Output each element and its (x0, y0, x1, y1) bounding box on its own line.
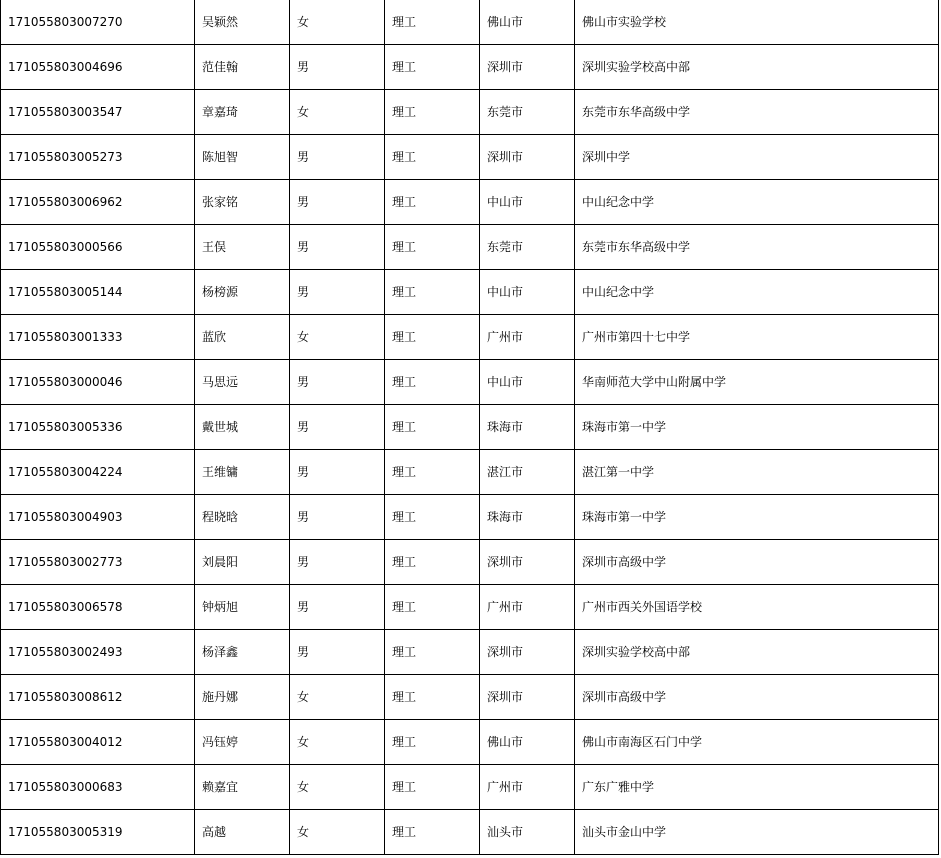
cell-school: 华南师范大学中山附属中学 (575, 360, 939, 405)
table-row (1, 315, 939, 360)
cell-subject-track: 理工 (385, 495, 480, 540)
cell-gender: 男 (290, 630, 385, 675)
cell-exam-number: 171055803003547 (1, 90, 195, 135)
cell-school: 广州市第四十七中学 (575, 315, 939, 360)
cell-city: 佛山市 (480, 0, 575, 45)
cell-subject-track: 理工 (385, 810, 480, 855)
cell-gender: 女 (290, 315, 385, 360)
table-row (1, 0, 939, 45)
cell-subject-track: 理工 (385, 315, 480, 360)
table-row (1, 495, 939, 540)
cell-school: 深圳实验学校高中部 (575, 45, 939, 90)
cell-city: 佛山市 (480, 720, 575, 765)
cell-school: 东莞市东华高级中学 (575, 225, 939, 270)
cell-gender: 男 (290, 45, 385, 90)
roster-table-body (1, 0, 939, 855)
cell-gender: 男 (290, 585, 385, 630)
cell-city: 深圳市 (480, 135, 575, 180)
cell-exam-number: 171055803001333 (1, 315, 195, 360)
cell-school: 佛山市南海区石门中学 (575, 720, 939, 765)
cell-student-name: 高越 (195, 810, 290, 855)
cell-exam-number: 171055803004696 (1, 45, 195, 90)
table-row (1, 630, 939, 675)
cell-city: 湛江市 (480, 450, 575, 495)
cell-city: 珠海市 (480, 495, 575, 540)
cell-subject-track: 理工 (385, 675, 480, 720)
cell-school: 中山纪念中学 (575, 270, 939, 315)
cell-gender: 女 (290, 675, 385, 720)
cell-school: 东莞市东华高级中学 (575, 90, 939, 135)
cell-gender: 女 (290, 90, 385, 135)
cell-subject-track: 理工 (385, 360, 480, 405)
cell-student-name: 刘晨阳 (195, 540, 290, 585)
cell-exam-number: 171055803002493 (1, 630, 195, 675)
table-row (1, 675, 939, 720)
cell-exam-number: 171055803008612 (1, 675, 195, 720)
cell-school: 深圳市高级中学 (575, 540, 939, 585)
cell-subject-track: 理工 (385, 135, 480, 180)
cell-student-name: 杨榜源 (195, 270, 290, 315)
cell-student-name: 王俣 (195, 225, 290, 270)
cell-student-name: 蓝欣 (195, 315, 290, 360)
cell-subject-track: 理工 (385, 45, 480, 90)
cell-student-name: 程晓晗 (195, 495, 290, 540)
cell-city: 深圳市 (480, 630, 575, 675)
cell-city: 中山市 (480, 270, 575, 315)
cell-subject-track: 理工 (385, 585, 480, 630)
cell-exam-number: 171055803005336 (1, 405, 195, 450)
cell-city: 广州市 (480, 585, 575, 630)
cell-subject-track: 理工 (385, 720, 480, 765)
cell-subject-track: 理工 (385, 630, 480, 675)
cell-student-name: 马思远 (195, 360, 290, 405)
cell-city: 珠海市 (480, 405, 575, 450)
cell-student-name: 赖嘉宜 (195, 765, 290, 810)
cell-gender: 女 (290, 720, 385, 765)
cell-student-name: 章嘉琦 (195, 90, 290, 135)
cell-subject-track: 理工 (385, 0, 480, 45)
cell-subject-track: 理工 (385, 765, 480, 810)
cell-subject-track: 理工 (385, 450, 480, 495)
table-row (1, 270, 939, 315)
cell-exam-number: 171055803005273 (1, 135, 195, 180)
cell-subject-track: 理工 (385, 270, 480, 315)
cell-school: 深圳市高级中学 (575, 675, 939, 720)
cell-student-name: 陈旭智 (195, 135, 290, 180)
table-row (1, 810, 939, 855)
cell-school: 广东广雅中学 (575, 765, 939, 810)
cell-exam-number: 171055803004224 (1, 450, 195, 495)
table-row (1, 540, 939, 585)
cell-exam-number: 171055803000683 (1, 765, 195, 810)
cell-city: 中山市 (480, 180, 575, 225)
cell-student-name: 王维镛 (195, 450, 290, 495)
cell-exam-number: 171055803002773 (1, 540, 195, 585)
cell-exam-number: 171055803005319 (1, 810, 195, 855)
cell-gender: 男 (290, 135, 385, 180)
cell-gender: 女 (290, 810, 385, 855)
cell-exam-number: 171055803005144 (1, 270, 195, 315)
cell-student-name: 冯钰婷 (195, 720, 290, 765)
cell-city: 广州市 (480, 765, 575, 810)
cell-city: 深圳市 (480, 675, 575, 720)
table-row (1, 450, 939, 495)
table-row (1, 585, 939, 630)
cell-school: 汕头市金山中学 (575, 810, 939, 855)
cell-subject-track: 理工 (385, 540, 480, 585)
cell-student-name: 张家铭 (195, 180, 290, 225)
cell-gender: 男 (290, 405, 385, 450)
cell-city: 深圳市 (480, 540, 575, 585)
cell-exam-number: 171055803006578 (1, 585, 195, 630)
cell-gender: 男 (290, 360, 385, 405)
table-row (1, 225, 939, 270)
cell-city: 广州市 (480, 315, 575, 360)
table-row (1, 135, 939, 180)
table-row (1, 720, 939, 765)
cell-school: 珠海市第一中学 (575, 495, 939, 540)
cell-exam-number: 171055803000566 (1, 225, 195, 270)
cell-school: 深圳中学 (575, 135, 939, 180)
cell-subject-track: 理工 (385, 405, 480, 450)
cell-student-name: 钟炳旭 (195, 585, 290, 630)
table-row (1, 360, 939, 405)
cell-city: 东莞市 (480, 90, 575, 135)
cell-gender: 男 (290, 450, 385, 495)
table-row (1, 765, 939, 810)
cell-exam-number: 171055803004012 (1, 720, 195, 765)
cell-city: 深圳市 (480, 45, 575, 90)
cell-gender: 男 (290, 180, 385, 225)
cell-subject-track: 理工 (385, 90, 480, 135)
cell-school: 湛江第一中学 (575, 450, 939, 495)
cell-city: 东莞市 (480, 225, 575, 270)
cell-subject-track: 理工 (385, 180, 480, 225)
cell-exam-number: 171055803007270 (1, 0, 195, 45)
cell-school: 佛山市实验学校 (575, 0, 939, 45)
cell-student-name: 戴世城 (195, 405, 290, 450)
cell-gender: 女 (290, 765, 385, 810)
table-row (1, 180, 939, 225)
cell-city: 中山市 (480, 360, 575, 405)
cell-school: 广州市西关外国语学校 (575, 585, 939, 630)
cell-gender: 男 (290, 495, 385, 540)
cell-student-name: 杨泽鑫 (195, 630, 290, 675)
cell-subject-track: 理工 (385, 225, 480, 270)
cell-city: 汕头市 (480, 810, 575, 855)
cell-gender: 男 (290, 270, 385, 315)
cell-student-name: 吴颖然 (195, 0, 290, 45)
cell-exam-number: 171055803004903 (1, 495, 195, 540)
table-row (1, 90, 939, 135)
table-row (1, 45, 939, 90)
cell-exam-number: 171055803006962 (1, 180, 195, 225)
cell-gender: 男 (290, 225, 385, 270)
cell-student-name: 范佳翰 (195, 45, 290, 90)
cell-gender: 男 (290, 540, 385, 585)
cell-gender: 女 (290, 0, 385, 45)
table-row (1, 405, 939, 450)
cell-student-name: 施丹娜 (195, 675, 290, 720)
cell-school: 深圳实验学校高中部 (575, 630, 939, 675)
cell-school: 珠海市第一中学 (575, 405, 939, 450)
cell-exam-number: 171055803000046 (1, 360, 195, 405)
cell-school: 中山纪念中学 (575, 180, 939, 225)
